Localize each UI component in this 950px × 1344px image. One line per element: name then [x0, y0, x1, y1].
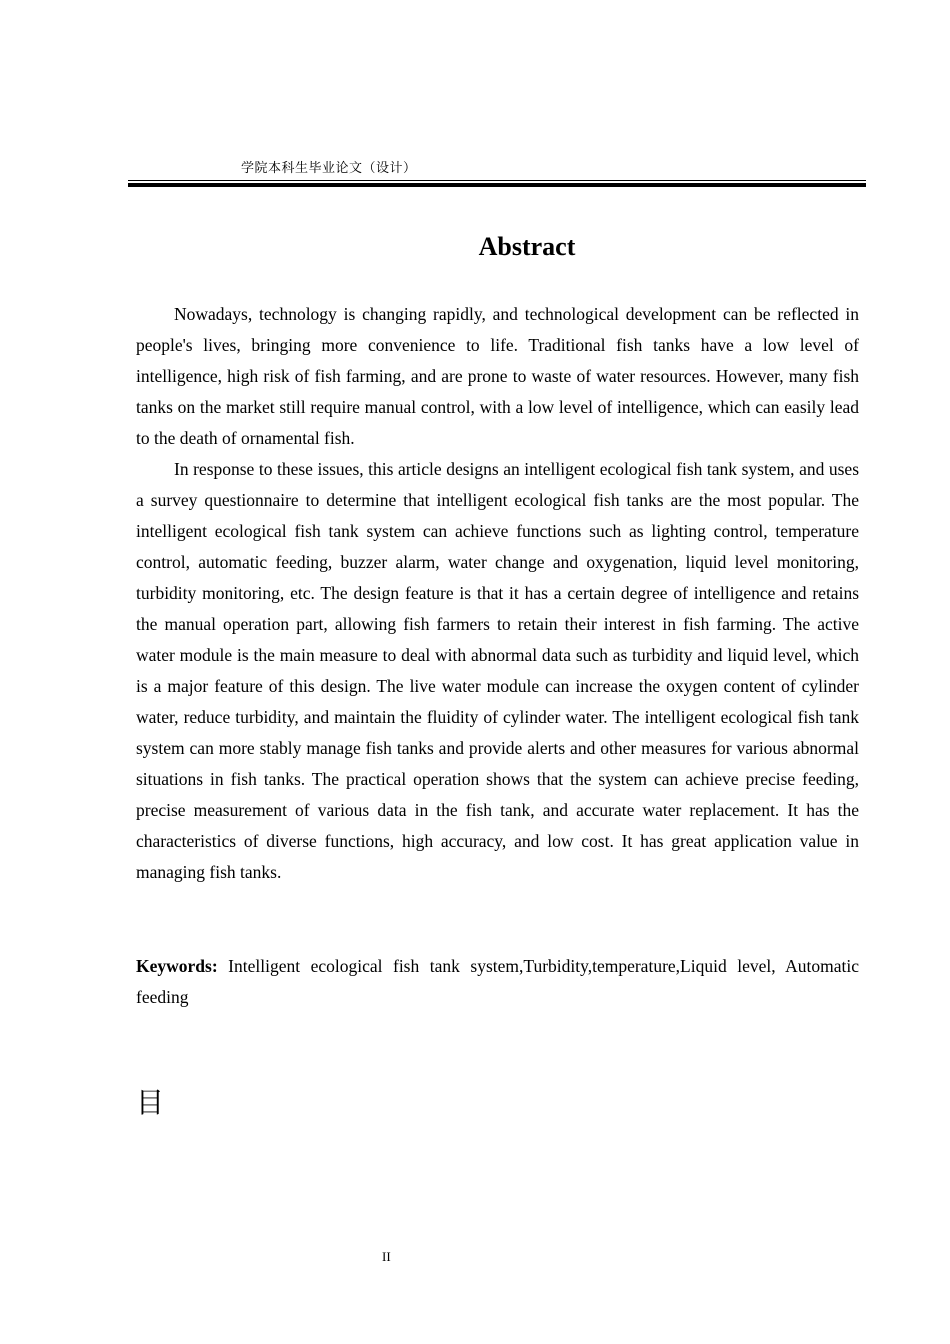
keywords-block [136, 951, 859, 1013]
abstract-paragraph-1: Nowadays, technology is changing rapidly, and technological development can be reflected in people's lives, bringing more convenience to life. Traditional fish tanks have a low level of intelligence, high risk of fish farming, and are prone to waste of water resources. However, many fish tanks on the market still require manual control, with a low level of intelligence, which can easily lead to the death of ornamental fish. [136, 304, 859, 448]
running-header: 学院本科生毕业论文（设计） [241, 160, 417, 175]
header-rule-thick [128, 183, 866, 187]
abstract-paragraph-2: In response to these issues, this article designs an intelligent ecological fish tank system, and uses a survey questionnaire to determine that intelligent ecological fish tanks are the most popular. The intelligent ecological fish tank system can achieve functions such as lighting control, temperature control, automatic feeding, buzzer alarm, water change and oxygenation, liquid level monitoring, turbidity monitoring, etc. The design feature is that it has a certain degree of intelligence and retains the manual operation part, allowing fish farmers to retain their interest in fish farming. The active water module is the main measure to deal with abnormal data such as turbidity and liquid level, which is a major feature of this design. The live water module can increase the oxygen content of cylinder water, reduce turbidity, and maintain the fluidity of cylinder water. The intelligent ecological fish tank system can more stably manage fish tanks and provide alerts and other measures for various abnormal situations in fish tanks. The practical operation shows that the system can achieve precise feeding, precise measurement of various data in the fish tank, and accurate water replacement. It has the characteristics of diverse functions, high accuracy, and low cost. It has great application value in managing fish tanks. [136, 459, 859, 882]
keywords-text: Intelligent ecological fish tank system,Turbidity,temperature,Liquid level, Automatic feeding [136, 956, 859, 1007]
keywords-label: Keywords: [136, 956, 218, 976]
header-rule-thin [128, 180, 866, 181]
page-number: II [382, 1249, 391, 1264]
abstract-title: Abstract [478, 232, 576, 261]
abstract-body [136, 299, 859, 888]
toc-heading-fragment: 目 [136, 1086, 165, 1119]
